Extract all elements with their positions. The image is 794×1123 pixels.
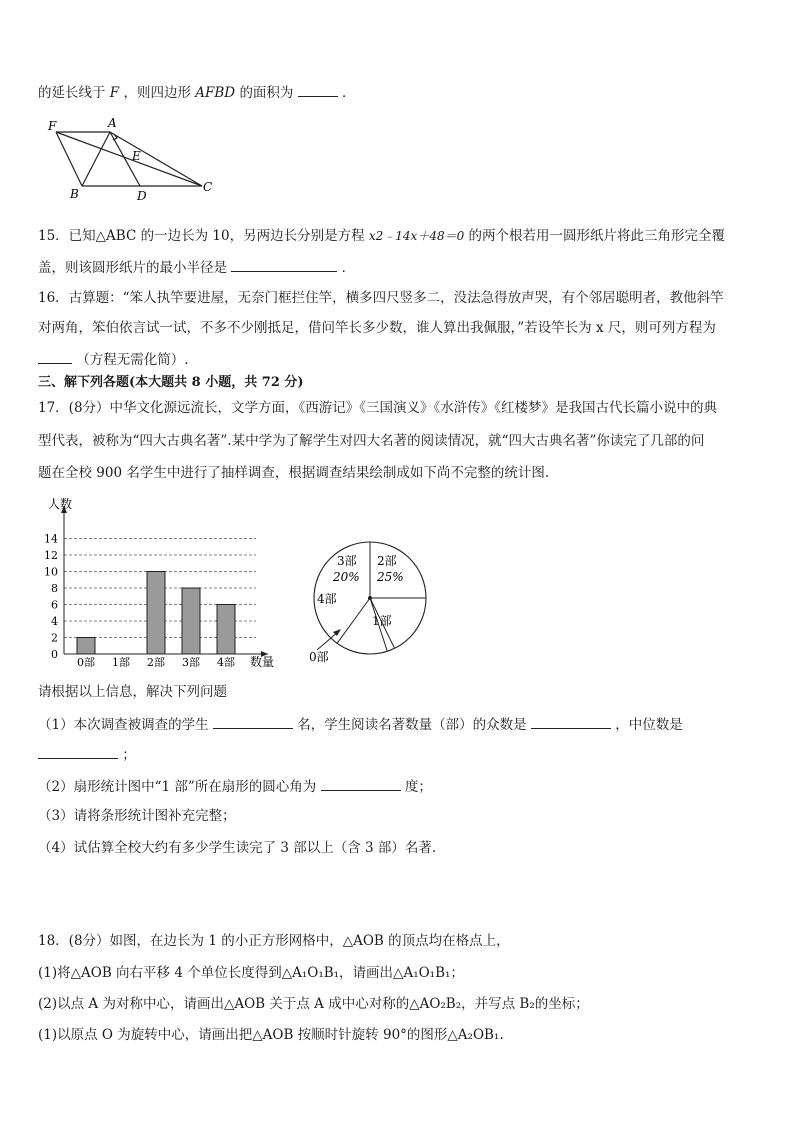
q14-quad-name: AFBD	[195, 85, 236, 101]
q18-line-1: 18．(8分）如图，在边长为 1 的小正方形网格中，△AOB 的顶点均在格点上，	[38, 933, 510, 949]
q15-text-a: 15．已知△ABC 的一边长为 10，另两边长分别是方程	[38, 228, 365, 244]
q15-line-1	[38, 227, 725, 245]
q17-sub1-blank-mode[interactable]	[531, 714, 611, 729]
q17-sub2-text-b: 度；	[404, 779, 432, 795]
bar-rect	[147, 572, 165, 655]
pie-slice-percent: 20%	[333, 570, 360, 584]
q17-sub1-text-a: （1）本次调查被调查的学生	[38, 717, 209, 733]
pie-slice-label: 0部	[309, 650, 329, 664]
q15-text-c: 盖，则该圆形纸片的最小半径是	[38, 260, 227, 276]
q14-tail-line	[38, 82, 356, 102]
q18-line-2: (1)将△AOB 向右平移 4 个单位长度得到△A₁O₁B₁，请画出△A₁O₁B₁；	[38, 965, 464, 981]
q17-sub2-blank[interactable]	[321, 776, 401, 791]
q16-line-2: 对两角，笨伯依言试一试，不多不少刚抵足，借问竿长多少数，谁人算出我佩服，”若设竿长为 x 尺，则可列方程为	[38, 320, 716, 336]
bar-rect	[182, 588, 200, 654]
q17-sub1-text-end: ；	[122, 747, 136, 763]
bar-rect	[77, 638, 95, 655]
bar-y-tick-label: 2	[51, 631, 58, 645]
q18-line-3: (2)以点 A 为对称中心，请画出△AOB 关于点 A 成中心对称的△AO₂B₂，并写点 B₂的坐标；	[38, 996, 589, 1012]
q17-sub2-line	[38, 776, 432, 796]
q16-answer-blank[interactable]	[38, 349, 72, 364]
fig-label-f: F	[48, 119, 57, 133]
pie-slice-label: 4部	[317, 592, 337, 606]
bar-rect	[217, 605, 235, 655]
bar-y-axis-label: 人数	[48, 497, 73, 511]
q15-line-2	[38, 257, 355, 277]
bar-x-tick-label: 0部	[77, 656, 95, 669]
fig-label-a: A	[108, 116, 117, 130]
bar-x-tick-label: 3部	[182, 656, 200, 669]
bar-x-tick-label: 2部	[147, 656, 165, 669]
bar-y-tick-label: 8	[51, 582, 58, 595]
q14-text-prefix: 的延长线于	[38, 85, 106, 101]
q16-line-1: 16．古算题：“笨人执竿要进屋，无奈门框拦住竿，横多四尺竖多二，没法急得放声哭，有个邻居聪明者，教他斜竿	[38, 290, 724, 306]
q14-text-mid: ，则四边形	[123, 85, 191, 101]
fig-label-c: C	[203, 180, 213, 194]
q17-prompt: 请根据以上信息，解决下列问题	[38, 684, 227, 700]
fig-label-e: E	[132, 149, 141, 163]
q15-equation: x2﹣14x＋48＝0	[368, 229, 465, 243]
q17-line-1: 17．(8分）中华文化源远流长，文学方面，《西游记》《三国演义》《水浒传》《红楼梦》是我国古代长篇小说中的典	[38, 400, 718, 416]
fig-line-ab	[82, 132, 110, 186]
bar-x-axis-label: 数量	[250, 655, 275, 669]
q16-line-3	[38, 349, 189, 369]
q17-line-3: 题在全校 900 名学生中进行了抽样调查，根据调查结果绘制成如下尚不完整的统计图.	[38, 465, 550, 481]
pie-slice-percent: 25%	[377, 570, 404, 584]
bar-y-tick-label: 10	[44, 565, 58, 579]
pie-chart	[305, 530, 435, 670]
q14-text-end: ．	[342, 85, 356, 101]
q17-sub1-text-c: ，中位数是	[615, 717, 683, 733]
bar-y-tick-label: 14	[44, 532, 58, 546]
q17-sub1-blank-median[interactable]	[38, 744, 118, 759]
q14-text-suffix: 的面积为	[239, 85, 294, 101]
pie-slice-label: 1部	[372, 614, 392, 628]
q14-answer-blank[interactable]	[298, 82, 338, 97]
q18-line-4: (1)以原点 O 为旋转中心，请画出把△AOB 按顺时针旋转 90°的图形△A₂OB₁.	[38, 1027, 504, 1043]
q17-sub2-text-a: （2）扇形统计图中“1 部”所在扇形的圆心角为	[38, 779, 317, 795]
pie-slice-label: 2部	[377, 554, 397, 568]
pie-center-dot	[368, 596, 372, 600]
bar-x-tick-label: 4部	[217, 656, 235, 669]
bar-y-tick-label: 6	[51, 598, 58, 612]
fig-label-b: B	[70, 187, 79, 201]
q17-sub4-line: （4）试估算全校大约有多少学生读完了 3 部以上（含 3 部）名著.	[38, 840, 437, 856]
q17-sub3-line: （3）请将条形统计图补充完整；	[38, 808, 236, 824]
q15-text-b: 的两个根若用一圆形纸片将此三角形完全覆	[468, 228, 726, 244]
q17-sub1-blank-count[interactable]	[213, 714, 293, 729]
q14-point-f: F	[109, 85, 120, 101]
q15-text-d: ．	[341, 260, 356, 276]
fig-line-ac	[110, 132, 202, 186]
q15-answer-blank[interactable]	[231, 257, 337, 272]
bar-y-tick-label: 0	[51, 648, 58, 661]
q16-text-end: （方程无需化简）.	[76, 352, 189, 368]
q17-line-2: 型代表，被称为“四大古典名著”.某中学为了解学生对四大名著的阅读情况，就“四大古典名著”你读完了几部的问	[38, 433, 705, 449]
bar-y-tick-label: 12	[44, 549, 58, 562]
fig-right-angle-mark	[113, 134, 117, 140]
fig-label-d: D	[137, 189, 147, 202]
q17-sub1-line-2	[38, 744, 136, 764]
bar-x-tick-label: 1部	[112, 656, 130, 669]
section-3-title: 三、解下列各题(本大题共 8 小题，共 72 分)	[38, 375, 304, 390]
q17-sub1-line	[38, 714, 683, 734]
bar-chart	[38, 496, 288, 671]
pie-slice-label: 3部	[337, 554, 357, 568]
q14-geometry-figure	[40, 112, 220, 202]
q17-sub1-text-b: 名，学生阅读名著数量（部）的众数是	[297, 717, 527, 733]
bar-y-tick-label: 4	[51, 615, 58, 628]
